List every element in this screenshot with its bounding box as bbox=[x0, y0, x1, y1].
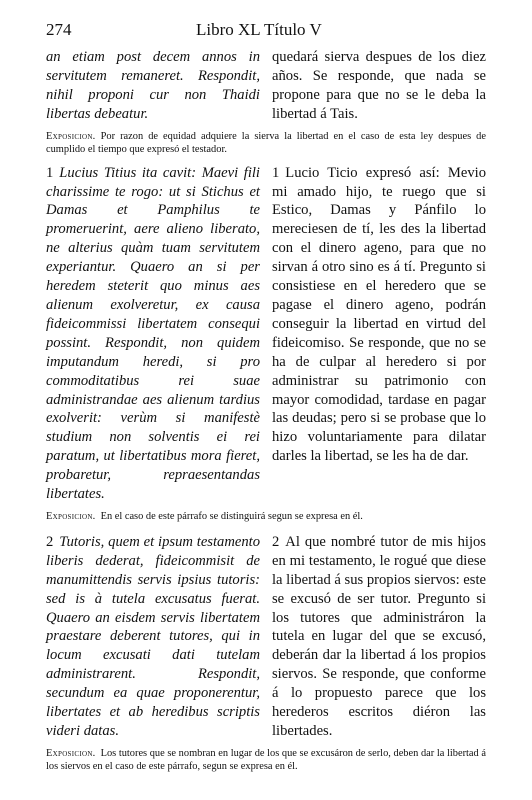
exposition-text: Por razon de equidad adquiere la sierva la libertad en el caso de esta ley despues de cumplido el tiempo que expresó el testador. bbox=[46, 130, 486, 155]
exposition-label: Exposicion. bbox=[46, 747, 96, 759]
exposition-label: Exposicion. bbox=[46, 130, 96, 142]
section-number: 2 bbox=[46, 533, 54, 550]
latin-text bbox=[46, 533, 260, 741]
top-continuation bbox=[46, 48, 486, 124]
exposition-note bbox=[46, 747, 486, 773]
running-header bbox=[46, 20, 486, 44]
latin-text: an etiam post decem annos in servitutem remaneret. Respondit, nihil proponi cur non Thaidi libertas debeatur. bbox=[46, 49, 260, 122]
latin-body: Lucius Titius ita cavit: Maevi fili charissime te rogo: ut si Stichus et Damas et Pamphilus te promeruerint, aere alieno liberato, ne alterius quàm tuam servitutem experiantur. Quaero an si per heredem steterit quo minus aes alienum exolveretur, ex causa fideicommissi libertatem consequi possint. Respondit, non quidem imputandum heredi, si pro commoditatibus rei suae administrandae aes alienum tardius exolverit: verùm si manifestè studium non solventis ei rei paratum, ut libertatibus mora fieret, probaretur, repraesentandas libertates. bbox=[46, 164, 260, 503]
exposition-text: En el caso de este párrafo se distinguirá segun se expresa en él. bbox=[100, 510, 363, 522]
running-title: Libro XL Título V bbox=[196, 20, 322, 39]
section-2 bbox=[46, 533, 486, 741]
exposition-note bbox=[46, 510, 486, 523]
section-number: 1 bbox=[46, 164, 54, 181]
spanish-body: Al que nombré tutor de mis hijos en mi testamento, le rogué que diese la libertad á sus propios siervos: este se excusó de ser tutor. Pregunto si los tutores que administráron la tutela en lugar del que se excusó, deberán dar la libertad á los propios siervos. Se responde, que conforme á lo propuesto parece que los herederos escritos diéron las libertades. bbox=[272, 533, 486, 739]
exposition-label: Exposicion. bbox=[46, 510, 96, 522]
section-1 bbox=[46, 164, 486, 504]
spanish-body: Lucio Ticio expresó así: Mevio mi amado hijo, te ruego que si Estico, Damas y Pánfilo lo mereciesen de tí, les des la libertad con el dinero ageno, para que no sirvan á otro sino es á tí. Pregunto si consistiese en el heredero que se pagase el dinero ageno, podrán conseguir la libertad en virtud del fideicomiso. Se responde, que no se ha de culpar al heredero si por administrar su patrimonio con mayor comodidad, tardase en pagar las deudas; pero si se probase que lo hizo voluntariamente para dilatar darles la libertad, se les ha de dar. bbox=[272, 164, 486, 465]
spanish-text: quedará sierva despues de los diez años. Se responde, que nada se propone para que no se le deba la libertad á Tais. bbox=[272, 49, 486, 122]
latin-body: Tutoris, quem et ipsum testamento liberis dederat, fideicommisit de manumittendis servis ipsius tutoris: sed is à tutela excusatus fuerat. Quaero an eisdem servis libertatem praestare deberent tutores, qui in locum excusati dati tutelam administrarent. Respondit, secundum ea quae proponerentur, libertates et ab heredibus scriptis videri datas. bbox=[46, 533, 260, 739]
spanish-text bbox=[272, 533, 486, 741]
section-number: 1 bbox=[272, 164, 280, 181]
exposition-text: Los tutores que se nombran en lugar de los que se excusáron de serlo, deben dar la libertad á los siervos en el caso de este párrafo, segun se expresa en él. bbox=[46, 747, 486, 772]
spanish-text bbox=[272, 164, 486, 504]
page-number: 274 bbox=[46, 20, 72, 39]
latin-text bbox=[46, 164, 260, 504]
section-number: 2 bbox=[272, 533, 280, 550]
exposition-note bbox=[46, 130, 486, 156]
